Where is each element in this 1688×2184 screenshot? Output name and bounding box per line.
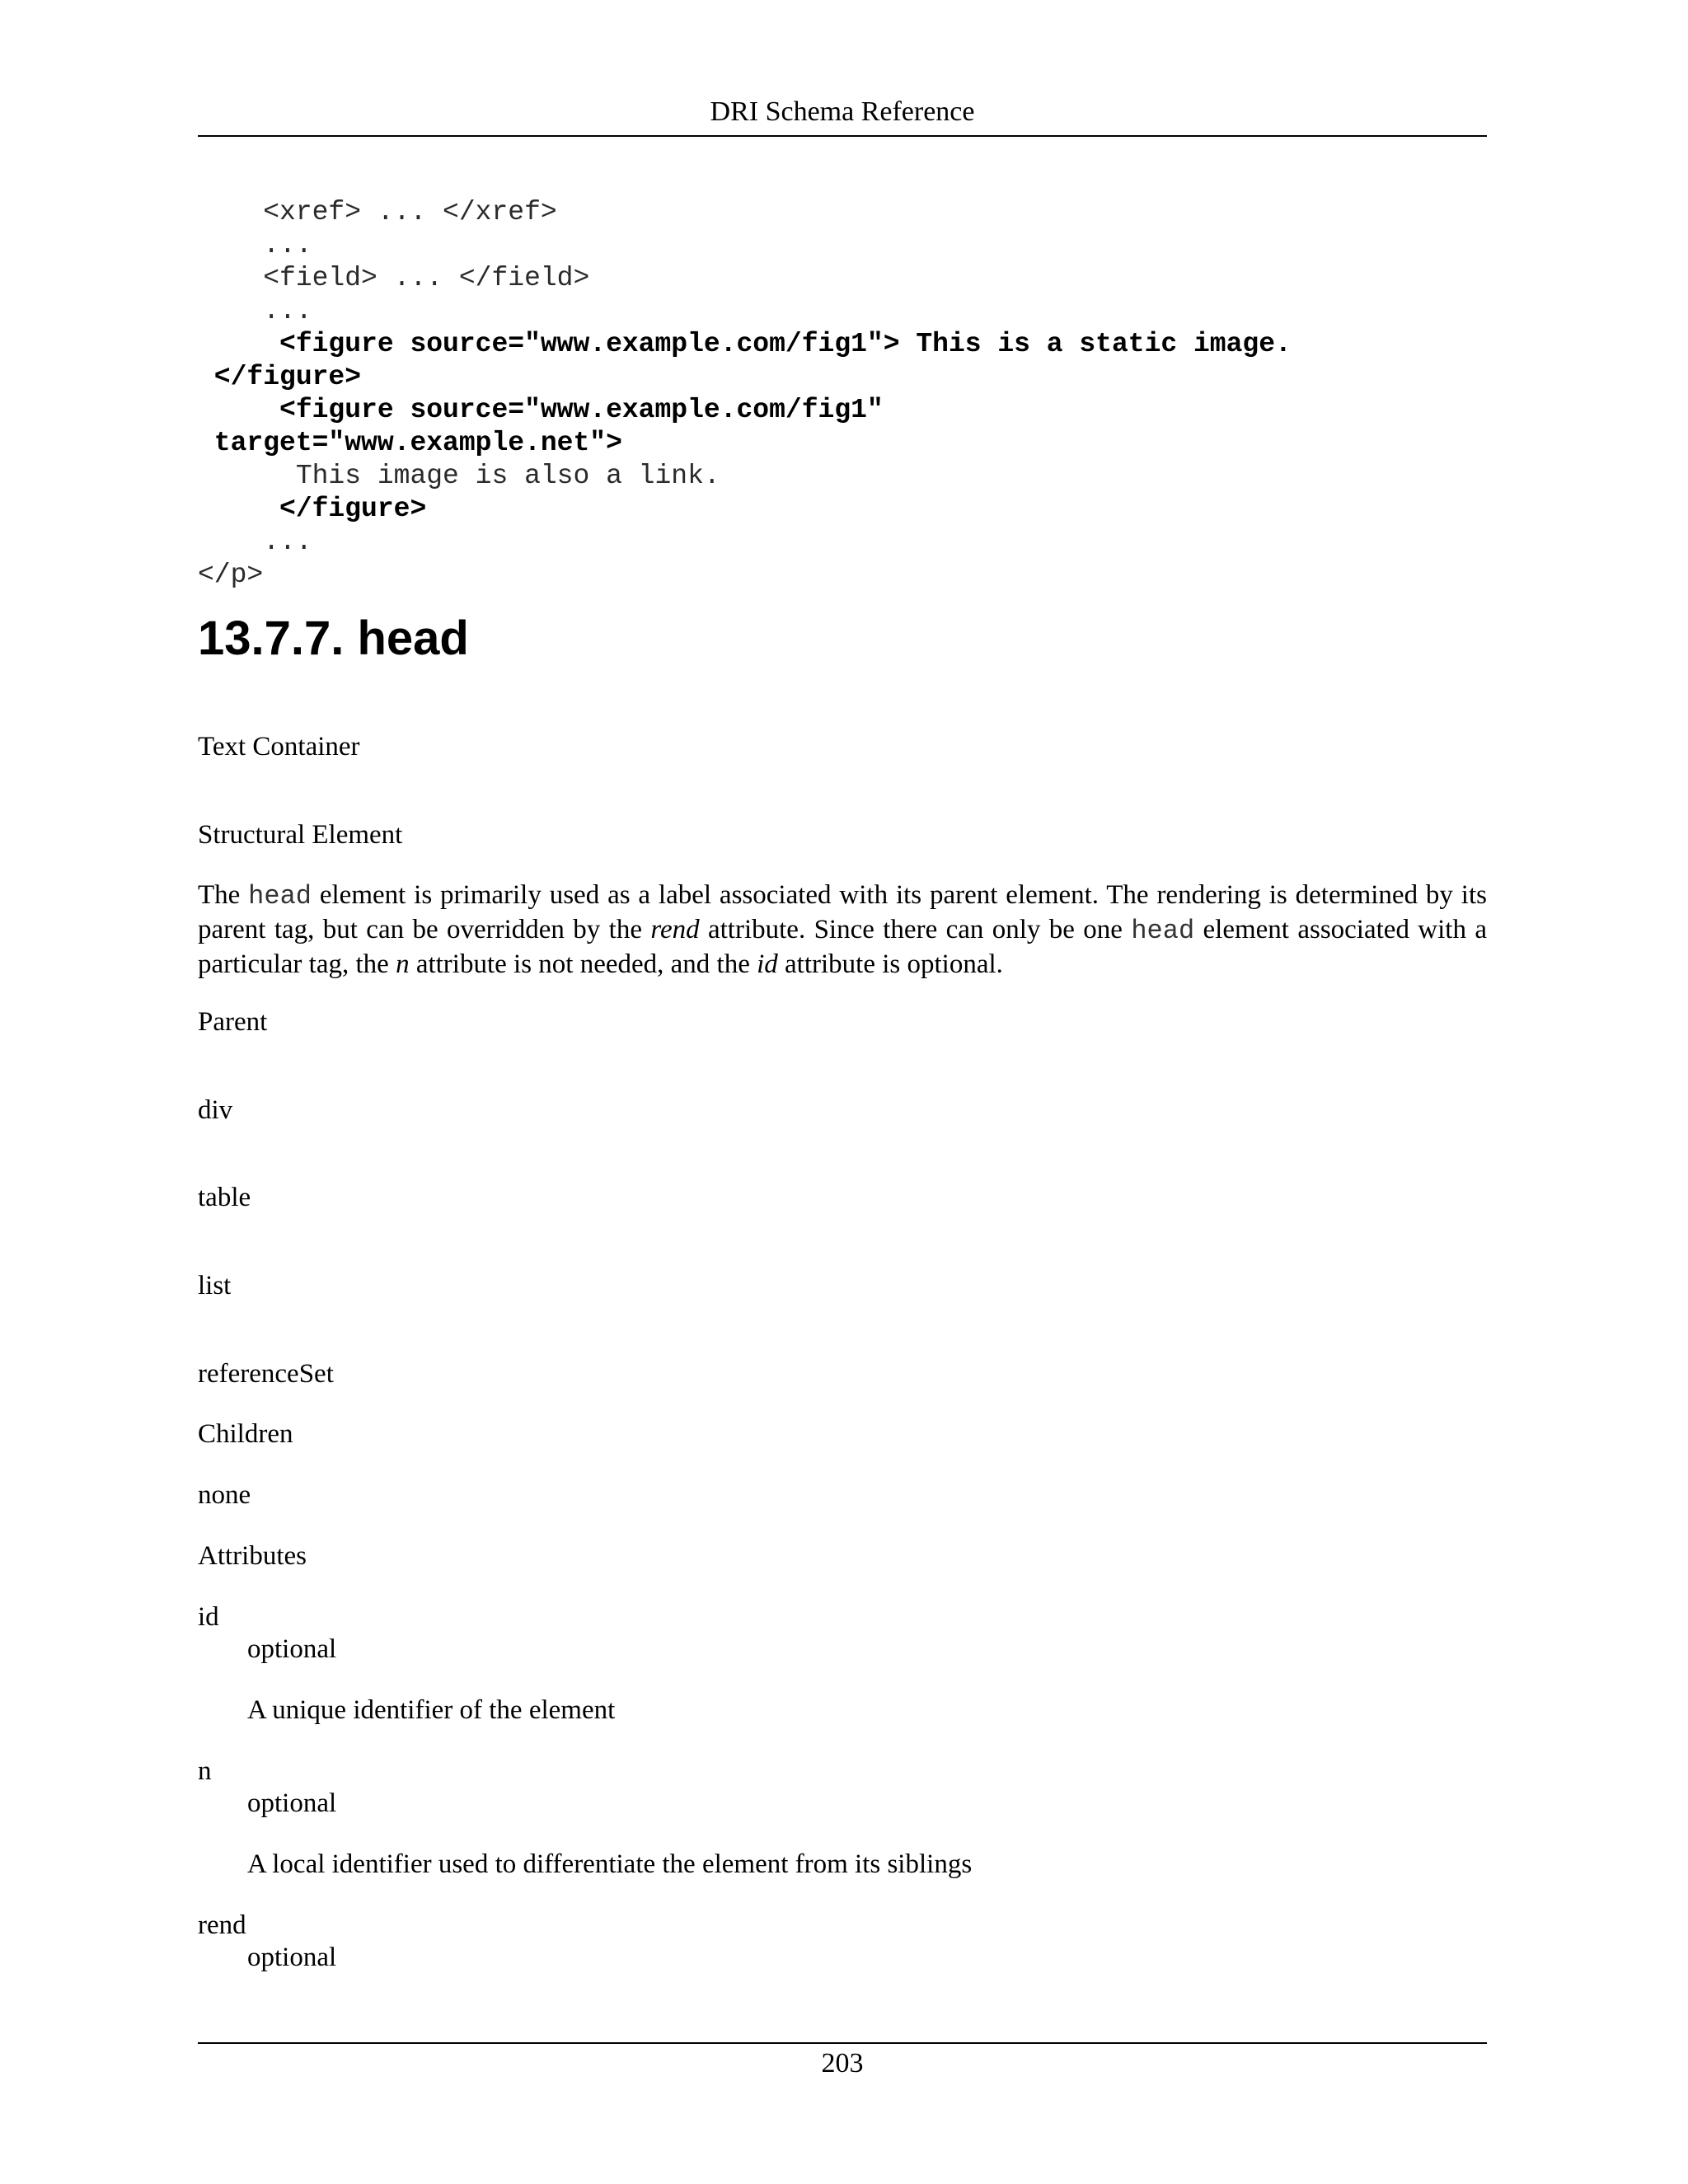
attribute-name: id xyxy=(198,1602,219,1632)
description-text: attribute. Since there can only be one xyxy=(699,915,1132,944)
attribute-name: rend xyxy=(198,1910,246,1940)
attributes-label: Attributes xyxy=(198,1541,307,1571)
inline-code: head xyxy=(1131,916,1195,946)
code-line: </p> xyxy=(198,560,264,590)
code-line: <field> ... </field> xyxy=(198,263,590,293)
children-label: Children xyxy=(198,1419,293,1449)
page-number: 203 xyxy=(821,2048,864,2079)
parent-item: table xyxy=(198,1183,251,1212)
code-line: ... xyxy=(198,296,312,326)
code-line: ... xyxy=(198,527,312,557)
parent-item: list xyxy=(198,1271,232,1301)
attribute-ref: id xyxy=(757,949,778,979)
code-example xyxy=(198,196,1487,592)
code-line: <figure source="www.example.com/fig1"> This is a static image. xyxy=(198,329,1292,359)
attribute-name: n xyxy=(198,1756,212,1786)
text-container-label: Text Container xyxy=(198,732,360,762)
code-line: <xref> ... </xref> xyxy=(198,197,557,227)
code-line: </figure> xyxy=(198,362,362,392)
structural-element-label: Structural Element xyxy=(198,820,403,850)
element-description xyxy=(198,879,1487,981)
running-header: DRI Schema Reference xyxy=(710,96,975,127)
attribute-ref: n xyxy=(396,949,410,979)
code-line: </figure> xyxy=(198,494,427,524)
description-text: attribute is not needed, and the xyxy=(409,949,757,979)
attribute-status: optional xyxy=(247,1634,337,1664)
description-text: The xyxy=(198,880,249,910)
description-text: attribute is optional. xyxy=(777,949,1003,979)
section-heading: 13.7.7. head xyxy=(198,612,469,665)
description-text: element is primarily used as a label associated with its parent element. The rendering is determined by its parent tag, but can be overridden by the xyxy=(198,880,1487,944)
inline-code: head xyxy=(248,881,312,912)
attribute-description: A local identifier used to differentiate the element from its siblings xyxy=(247,1849,973,1879)
attribute-ref: rend xyxy=(650,915,700,944)
parent-item: referenceSet xyxy=(198,1359,334,1389)
footer-rule xyxy=(198,2042,1487,2044)
attribute-status: optional xyxy=(247,1788,337,1818)
parent-item: div xyxy=(198,1095,233,1125)
code-line: <figure source="www.example.com/fig1" xyxy=(198,395,884,425)
description-text: element associated with a particular tag, the xyxy=(198,915,1487,979)
header-rule xyxy=(198,135,1487,137)
code-line: This image is also a link. xyxy=(198,461,720,491)
attribute-description: A unique identifier of the element xyxy=(247,1695,616,1725)
code-line: ... xyxy=(198,230,312,260)
code-line: target="www.example.net"> xyxy=(198,428,622,458)
attribute-status: optional xyxy=(247,1943,337,1972)
parent-label: Parent xyxy=(198,1007,268,1037)
child-item: none xyxy=(198,1480,251,1510)
